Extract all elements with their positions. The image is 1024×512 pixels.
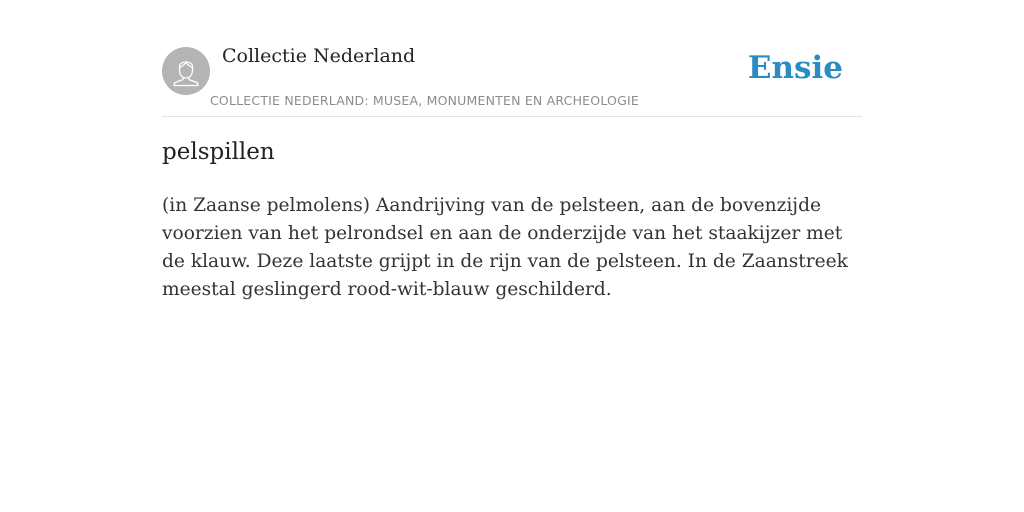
avatar[interactable]: [162, 47, 210, 95]
user-icon: [162, 47, 210, 95]
author-name-link[interactable]: Collectie Nederland: [222, 45, 416, 67]
ensie-logo[interactable]: Ensie: [747, 50, 843, 86]
definition-text: (in Zaanse pelmolens) Aandrijving van de pelsteen, aan de bovenzijde voorzien van het pelrondsel en aan de onderzijde van het staakijzer met de klauw. Deze laatste grijpt in de rijn van de pelsteen. In de Zaanstreek meestal geslingerd rood-wit-blauw geschilderd.: [162, 195, 848, 300]
author-header: [162, 0, 862, 117]
page-title: pelspillen: [162, 139, 275, 165]
author-subtitle: COLLECTIE NEDERLAND: MUSEA, MONUMENTEN EN ARCHEOLOGIE: [210, 93, 639, 108]
